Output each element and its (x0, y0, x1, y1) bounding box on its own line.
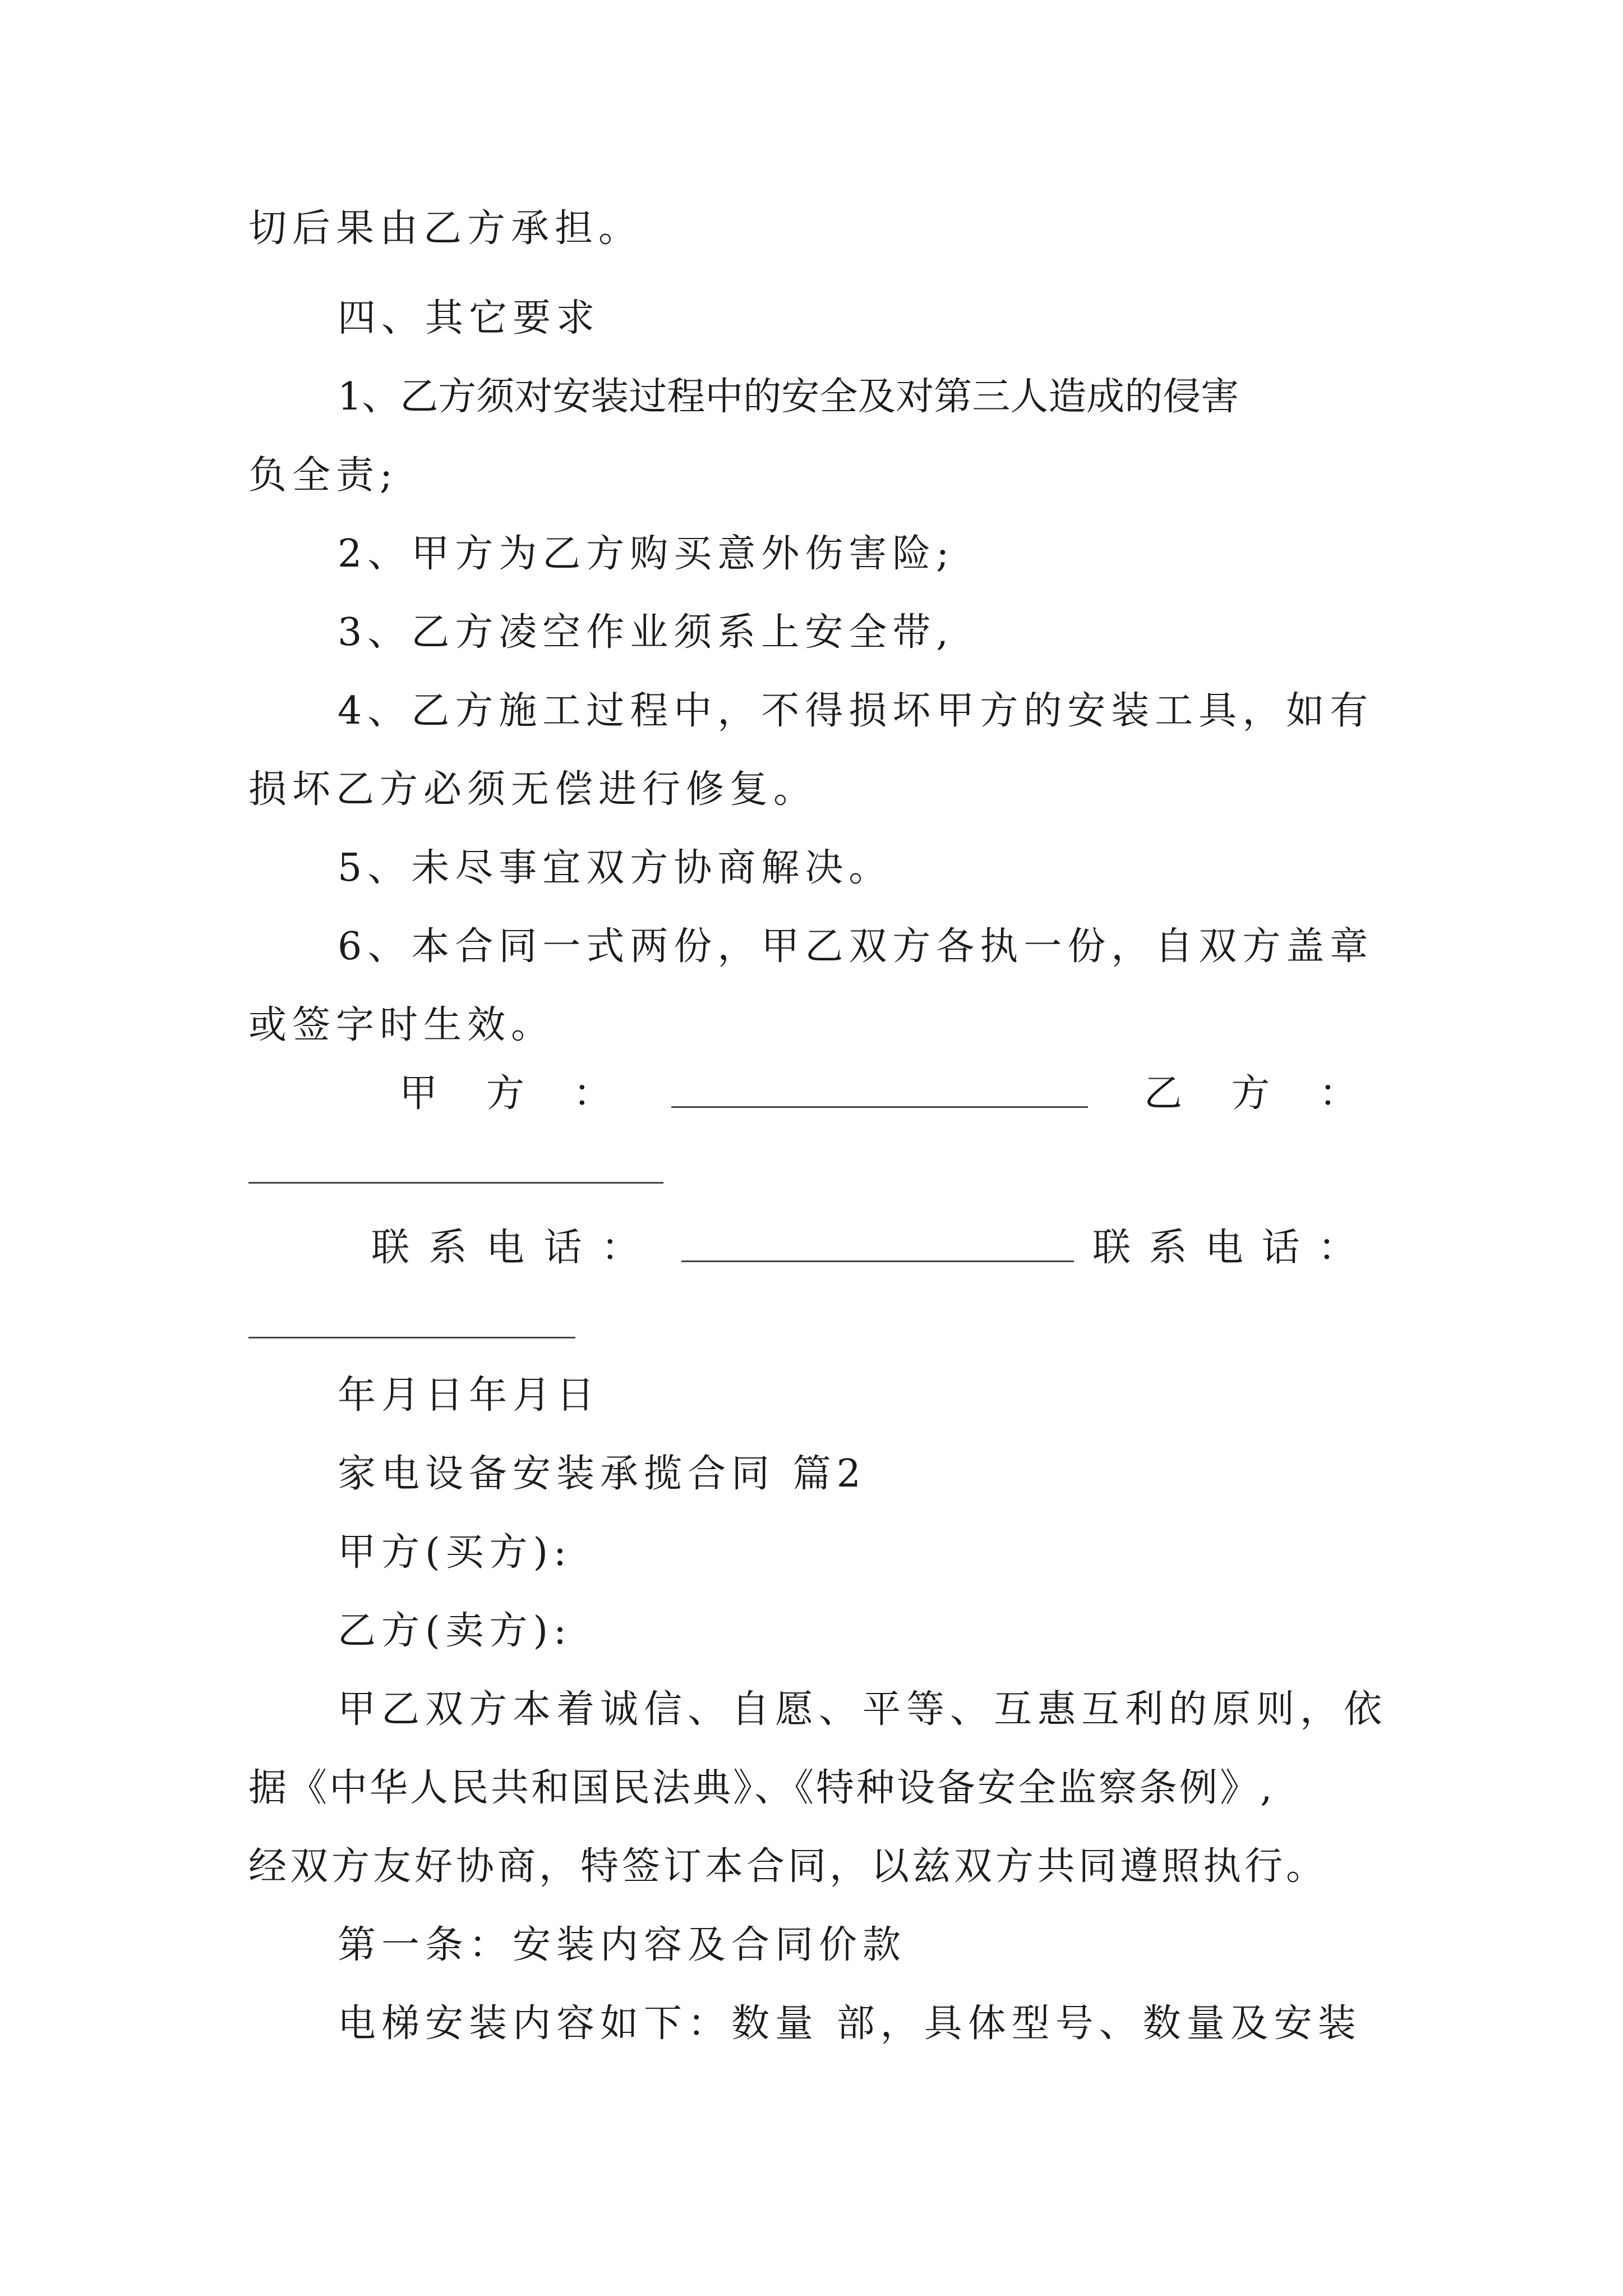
article-heading: 第一条：安装内容及合同价款 (338, 1923, 907, 1967)
signature-row-phones (0, 1226, 1623, 1271)
label-char: 系 (1149, 1226, 1187, 1270)
label-char: 联 (1092, 1226, 1131, 1270)
party-b-label (1144, 1071, 1357, 1116)
party-b-blank[interactable] (248, 1182, 663, 1184)
label-char: 联 (371, 1226, 410, 1270)
label-char: ： (573, 1071, 611, 1116)
label-char: ： (1317, 1226, 1356, 1270)
label-char: 乙 (1144, 1071, 1183, 1116)
label-char: 电 (486, 1226, 524, 1270)
phone-b-blank[interactable] (248, 1337, 575, 1338)
text-line: 2、甲方为乙方购买意外伤害险; (338, 532, 955, 576)
text-line: 电梯安装内容如下：数量 部，具体型号、数量及安装 (338, 2001, 1362, 2046)
text-line: 经双方友好协商，特签订本合同，以兹双方共同遵照执行。 (248, 1844, 1328, 1889)
label-char: 话 (1261, 1226, 1300, 1270)
text-line (338, 375, 1381, 420)
party-a-field: 甲方(买方): (338, 1530, 572, 1575)
text-span: 1、乙方须对安装过程中的安全及对第三人造成的侵害 (338, 375, 1239, 419)
section-title: 家电设备安装承揽合同 篇2 (338, 1452, 866, 1496)
label-char: 电 (1205, 1226, 1243, 1270)
date-line: 年月日年月日 (338, 1373, 601, 1418)
text-line: 切后果由乙方承担。 (248, 206, 643, 251)
signature-row-parties (0, 1071, 1623, 1116)
party-a-blank[interactable] (671, 1106, 1088, 1108)
phone-a-blank[interactable] (681, 1260, 1074, 1262)
text-line: 负全责; (248, 453, 398, 498)
text-line: 5、未尽事宜双方协商解决。 (338, 846, 893, 890)
label-char: ： (1318, 1071, 1357, 1116)
label-char: 系 (428, 1226, 467, 1270)
text-line: 3、乙方凌空作业须系上安全带, (338, 610, 954, 655)
text-line: 或签字时生效。 (248, 1003, 555, 1047)
label-char: 方 (486, 1071, 524, 1116)
text-line: 甲乙双方本着诚信、自愿、平等、互惠互利的原则，依 (338, 1687, 1388, 1732)
section-heading: 四、其它要求 (338, 296, 601, 341)
phone-b-label (1092, 1226, 1356, 1271)
text-line: 6、本合同一式两份，甲乙双方各执一份，自双方盖章 (338, 924, 1374, 969)
label-char: 方 (1231, 1071, 1270, 1116)
text-line: 损坏乙方必须无偿进行修复。 (248, 767, 818, 812)
text-line: 4、乙方施工过程中，不得损坏甲方的安装工具，如有 (338, 689, 1374, 733)
label-char: 甲 (399, 1071, 438, 1116)
text-line: 据《中华人民共和国民法典》、《特种设备安全监察条例》, (248, 1766, 1275, 1810)
label-char: 话 (543, 1226, 582, 1270)
party-a-label (399, 1071, 611, 1116)
party-b-field: 乙方(卖方): (338, 1609, 572, 1653)
label-char: ： (601, 1226, 639, 1270)
phone-a-label (371, 1226, 639, 1271)
